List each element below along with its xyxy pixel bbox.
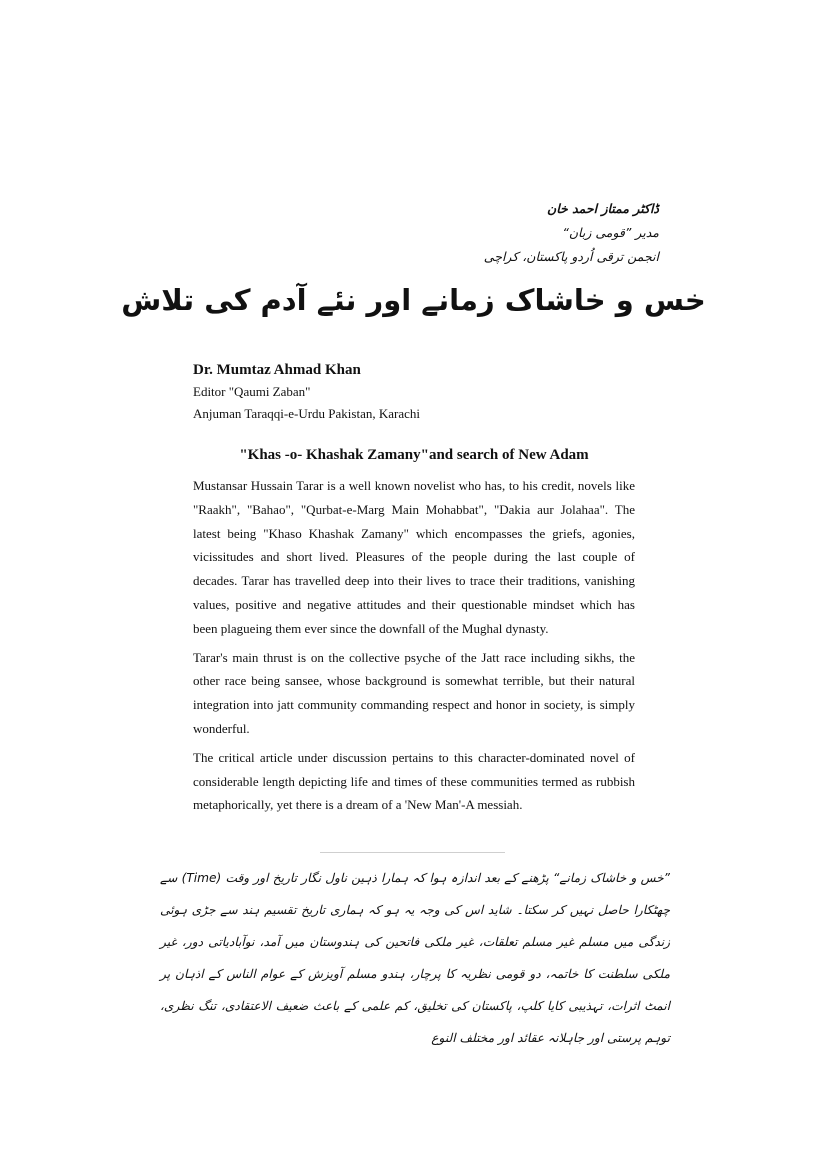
article-title: "Khas -o- Khashak Zamany"and search of New Adam	[239, 447, 589, 463]
abstract-paragraph-1: Mustansar Hussain Tarar is a well known novelist who has, to his credit, novels like "Raakh", "Bahao", "Qurbat-e-Marg Main Mohabbat", "Dakia aur Jolahaa". The latest being "Khaso Khashak Zamany" which encompasses the griefs, agonies, vicissitudes and short lived. Pleasures of the people during the last couple of decades. Tarar has travelled deep into their lives to trace their traditions, vanishing values, positive and negative attitudes and their questionable mindset which has been plagueing them ever since the downfall of the Mughal dynasty.	[193, 478, 635, 636]
urdu-author-name: ڈاکٹر ممتاز احمد خان	[547, 201, 659, 216]
abstract-paragraph-3: The critical article under discussion pertains to this character-dominated novel of considerable length depicting life and times of these communities termed as rubbish metaphorically, yet there is a dream of a 'New Man'-A messiah.	[193, 749, 635, 813]
abstract-paragraph-2: Tarar's main thrust is on the collective psyche of the Jatt race including sikhs, the other race being sansee, whose background is somewhat terrible, but their natural integration into jatt community commanding respect and honor in society, is simply wonderful.	[193, 649, 635, 736]
author-role: Editor "Qaumi Zaban"	[193, 384, 311, 399]
english-abstract-block	[193, 359, 635, 817]
section-divider	[320, 852, 505, 853]
urdu-author-organization: انجمن ترقی اُردو پاکستان، کراچی	[483, 249, 659, 264]
urdu-body-text: ”خس و خاشاک زمانے“ پڑھنے کے بعد اندازہ ہوا کہ ہمارا ذہین ناول نگار تاریخ اور وقت (Time) سے چھٹکارا حاصل نہیں کر سکتا۔ شاید اس کی وجہ یہ ہو کہ ہماری تاریخ تقسیم ہند سے جڑی ہوئی زندگی میں مسلم غیر مسلم تعلقات، غیر ملکی فاتحین کی ہندوستان میں آمد، نوآبادیاتی دور، غیر ملکی سلطنت کا خاتمہ، دو قومی نظریہ کا پرچار، ہندو مسلم آویزش کے عوام الناس کے اذہان پر انمٹ اثرات، تہذیبی کایا کلپ، پاکستان کی تخلیق، کم علمی کے باعث ضعیف الاعتقادی، تنگ نظری، توہم پرستی اور جاہلانہ عقائد اور مختلف النوع	[160, 871, 670, 1045]
urdu-author-block	[259, 197, 659, 269]
author-name: Dr. Mumtaz Ahmad Khan	[193, 362, 361, 378]
urdu-article-title: خس و خاشاک زمانے اور نئے آدم کی تلاش	[121, 283, 706, 317]
author-organization: Anjuman Taraqqi-e-Urdu Pakistan, Karachi	[193, 406, 420, 421]
urdu-author-role: مدیر ”قومی زبان“	[562, 225, 659, 240]
